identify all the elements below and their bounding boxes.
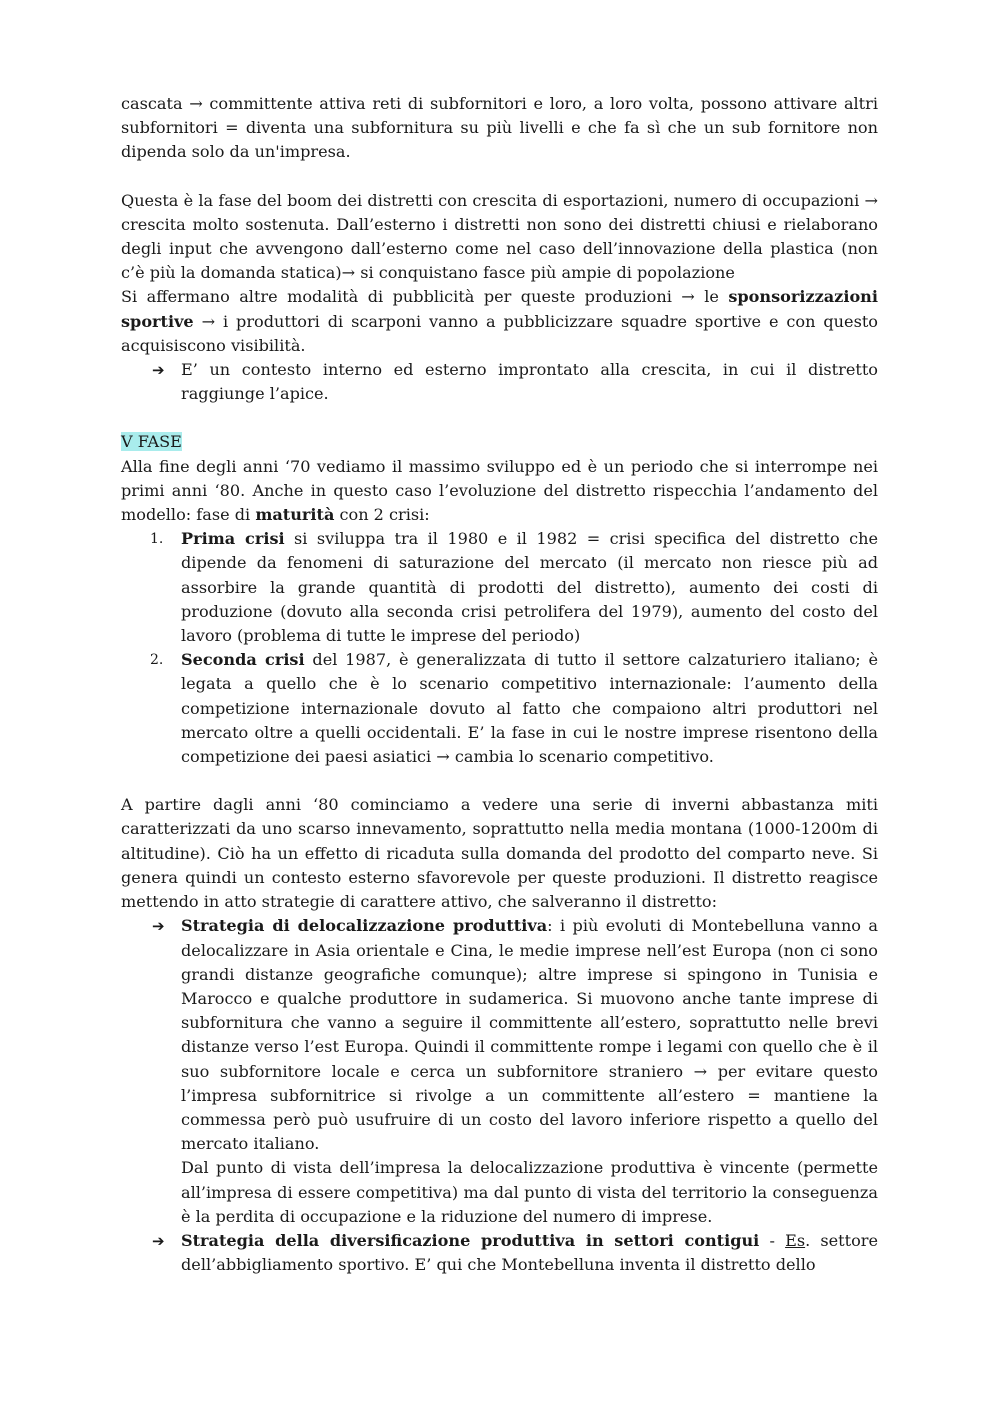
paragraph-gap — [121, 406, 878, 430]
bold-prima-crisi: Prima crisi — [181, 529, 285, 549]
paragraph-subfornitura: cascata → committente attiva reti di subfornitori e loro, a loro volta, possono attivare altri subfornitori = diventa una subfornitura su più livelli e che fa sì che un sub fornitore non dipenda solo da un'impresa. — [121, 94, 878, 162]
list-item: ➔ Strategia di delocalizzazione produttiva: i più evoluti di Montebelluna vanno a delocalizzare in Asia orientale e Cina, le medie imprese nell’est Europa (non ci sono grandi distanze geografiche comunque); altre imprese si spingono in Tunisia e Marocco e qualche produttore in sudamerica. Si muovono anche tante imprese di subfornitura che vanno a seguire il committente all’estero, soprattutto nelle brevi distanze verso l’est Europa. Quindi il committente rompe i legami con quello che è il suo subfornitore locale e cerca un subfornitore straniero → per evitare questo l’impresa subfornitrice si rivolge a un committente all’estero = mantiene la commessa però può usufruire di un costo del lavoro inferiore rispetto a quello del mercato italiano. Dal punto di vista dell’impresa la delocalizzazione produttiva è vincente (permette all’impresa di essere competitiva) ma dal punto di vista del territorio la conseguenza è la perdita di occupazione e la riduzione del numero di imprese. — [121, 914, 878, 1229]
highlighted-heading: V FASE — [121, 432, 182, 452]
bold-sponsorizzazioni: sponsorizzazioni sportive — [121, 287, 878, 331]
arrow-bullet-icon: ➔ — [152, 361, 165, 380]
arrow-bullet-icon: ➔ — [152, 1231, 165, 1250]
paragraph-boom-distretti: Questa è la fase del boom dei distretti con crescita di esportazioni, numero di occupazioni → crescita molto sostenuta. Dall’esterno i distretti non sono dei distretti chiusi e rielaborano degli input che avvengono dall’esterno come nel caso dell’innovazione della plastica (non c’è più la domanda statica)→ si conquistano fasce più ampie di popolazione — [121, 190, 878, 283]
list-item: 1. Prima crisi si sviluppa tra il 1980 e il 1982 = crisi specifica del distretto che dipende da fenomeni di saturazione del mercato (il mercato non riesce più ad assorbire la grande quantità di prodotti del distretto), aumento dei costi di produzione (dovuto alla seconda crisi petrolifera del 1979), aumento del costo del lavoro (problema di tutte le imprese del periodo) — [150, 529, 878, 646]
bold-maturita: maturità — [255, 505, 335, 525]
paragraph-sponsorizzazioni: Si affermano altre modalità di pubblicità per queste produzioni → le sponsorizzazioni sportive → i produttori di scarponi vanno a pubblicizzare squadre sportive e con questo acquisiscono visibilità. — [121, 287, 878, 355]
bold-strategia-delocalizzazione: Strategia di delocalizzazione produttiva — [181, 916, 548, 936]
arrow-list-crescita — [121, 358, 878, 406]
list-item: ➔ Strategia della diversificazione produttiva in settori contigui - Es. settore dell’abbigliamento sportivo. E’ qui che Montebelluna inventa il distretto dello — [152, 1230, 878, 1275]
underlined-es: Es — [785, 1230, 806, 1250]
numbered-list-crisi — [121, 527, 878, 769]
arrow-bullet-icon: ➔ — [152, 917, 165, 936]
list-number: 2. — [150, 652, 164, 669]
bold-strategia-diversificazione: Strategia della diversificazione produttiva in settori contigui — [181, 1230, 760, 1250]
paragraph-maturita: Alla fine degli anni ‘70 vediamo il massimo sviluppo ed è un periodo che si interrompe nei primi anni ‘80. Anche in questo caso l’evoluzione del distretto rispecchia l’andamento del modello: fase di maturità con 2 crisi: — [121, 456, 878, 525]
list-item: ➔ E’ un contesto interno ed esterno improntato alla crescita, in cui il distretto raggiunge l’apice. — [152, 360, 878, 404]
paragraph-gap — [121, 769, 878, 793]
paragraph-gap — [121, 165, 878, 189]
bold-seconda-crisi: Seconda crisi — [181, 650, 305, 670]
arrow-list-strategie — [121, 914, 878, 1277]
paragraph-inverni-miti: A partire dagli anni ‘80 cominciamo a vedere una serie di inverni abbastanza miti caratterizzati da uno scarso innevamento, soprattutto nella media montana (1000-1200m di altitudine). Ciò ha un effetto di ricaduta sulla domanda del prodotto del comparto neve. Si genera quindi un contesto esterno sfavorevole per queste produzioni. Il distretto reagisce mettendo in atto strategie di carattere attivo, che salveranno il distretto: — [121, 795, 878, 912]
list-item: 2. Seconda crisi del 1987, è generalizzata di tutto il settore calzaturiero italiano; è legata a quello che è lo scenario competitivo internazionale: l’aumento della competizione internazionale dovuto al fatto che compaiono altri produttori nel mercato oltre a quelli occidentali. E’ la fase in cui le nostre imprese risentono della competizione dei paesi asiatici → cambia lo scenario competitivo. — [150, 650, 879, 767]
section-heading — [121, 430, 878, 454]
strategia-delocalizzazione-note: Dal punto di vista dell’impresa la delocalizzazione produttiva è vincente (permette all’impresa di essere competitiva) ma dal punto di vista del territorio la conseguenza è la perdita di occupazione e la riduzione del numero di imprese. — [181, 1158, 878, 1226]
list-number: 1. — [150, 531, 164, 548]
document-page — [121, 92, 878, 1277]
